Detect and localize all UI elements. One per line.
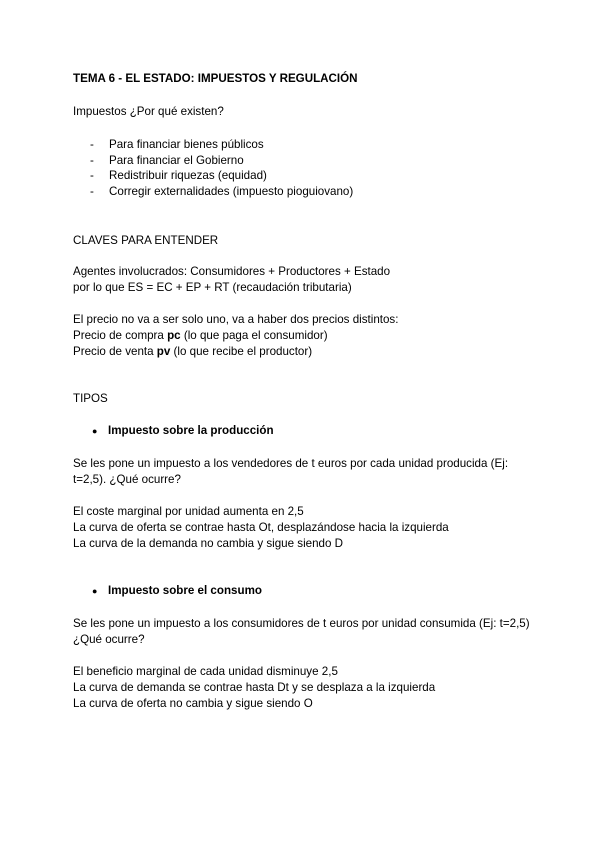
produccion-intro: Se les pone un impuesto a los vendedores de t euros por cada unidad producida (Ej: t=2,5). ¿Qué ocurre? bbox=[73, 457, 509, 486]
produccion-heading bbox=[92, 423, 274, 439]
produccion-effect-line: La curva de oferta se contrae hasta Ot, desplazándose hacia la izquierda bbox=[73, 521, 449, 534]
precio-venta-label: Precio de venta bbox=[73, 345, 157, 358]
taxes-question: Impuestos ¿Por qué existen? bbox=[73, 105, 224, 118]
agentes-paragraph bbox=[73, 264, 543, 296]
produccion-effect-line: El coste marginal por unidad aumenta en 2,5 bbox=[73, 505, 304, 518]
bullet-icon: ● bbox=[92, 426, 98, 436]
list-item: - Redistribuir riquezas (equidad) bbox=[90, 169, 267, 182]
consumo-effect-line: El beneficio marginal de cada unidad disminuye 2,5 bbox=[73, 665, 338, 678]
claves-heading: CLAVES PARA ENTENDER bbox=[73, 234, 219, 247]
consumo-heading bbox=[92, 583, 262, 599]
produccion-heading-text: Impuesto sobre la producción bbox=[108, 424, 274, 437]
list-item-text: Corregir externalidades (impuesto pioguiovano) bbox=[109, 184, 354, 198]
list-item-text: Redistribuir riquezas (equidad) bbox=[109, 169, 267, 182]
list-item-text: Para financiar el Gobierno bbox=[109, 153, 244, 167]
precio-venta-line bbox=[73, 344, 543, 360]
precio-venta-desc: (lo que recibe el productor) bbox=[170, 345, 313, 358]
list-item: - Para financiar bienes públicos bbox=[90, 138, 264, 151]
precio-compra-desc: (lo que paga el consumidor) bbox=[180, 329, 328, 342]
produccion-effect-line: La curva de la demanda no cambia y sigue siendo D bbox=[73, 537, 344, 550]
produccion-effects bbox=[73, 504, 543, 552]
list-item-text: Para financiar bienes públicos bbox=[109, 138, 264, 151]
precio-compra-line bbox=[73, 328, 543, 344]
reasons-list bbox=[90, 137, 353, 199]
consumo-effect-line: La curva de oferta no cambia y sigue siendo O bbox=[73, 697, 313, 710]
list-item: - Para financiar el Gobierno bbox=[90, 153, 244, 167]
consumo-effect-line: La curva de demanda se contrae hasta Dt y se desplaza a la izquierda bbox=[73, 681, 436, 694]
precio-compra-label: Precio de compra bbox=[73, 329, 168, 342]
consumo-intro: Se les pone un impuesto a los consumidores de t euros por unidad consumida (Ej: t=2,5) ¿Qué ocurre? bbox=[73, 617, 530, 646]
list-item: - Corregir externalidades (impuesto pioguiovano) bbox=[90, 184, 354, 198]
agentes-line-2: por lo que ES = EC + EP + RT (recaudación tributaria) bbox=[73, 281, 352, 294]
precios-paragraph bbox=[73, 312, 543, 360]
precio-venta-code: pv bbox=[156, 345, 171, 358]
agentes-line-1: Agentes involucrados: Consumidores + Productores + Estado bbox=[73, 265, 391, 278]
bullet-icon: ● bbox=[92, 586, 98, 596]
consumo-effects bbox=[73, 664, 543, 712]
tipos-heading: TIPOS bbox=[73, 392, 108, 405]
page-title: TEMA 6 - EL ESTADO: IMPUESTOS Y REGULACIÓN bbox=[73, 72, 358, 85]
precios-line-1: El precio no va a ser solo uno, va a haber dos precios distintos: bbox=[73, 313, 399, 326]
precio-compra-code: pc bbox=[167, 329, 181, 342]
consumo-heading-text: Impuesto sobre el consumo bbox=[108, 584, 262, 597]
